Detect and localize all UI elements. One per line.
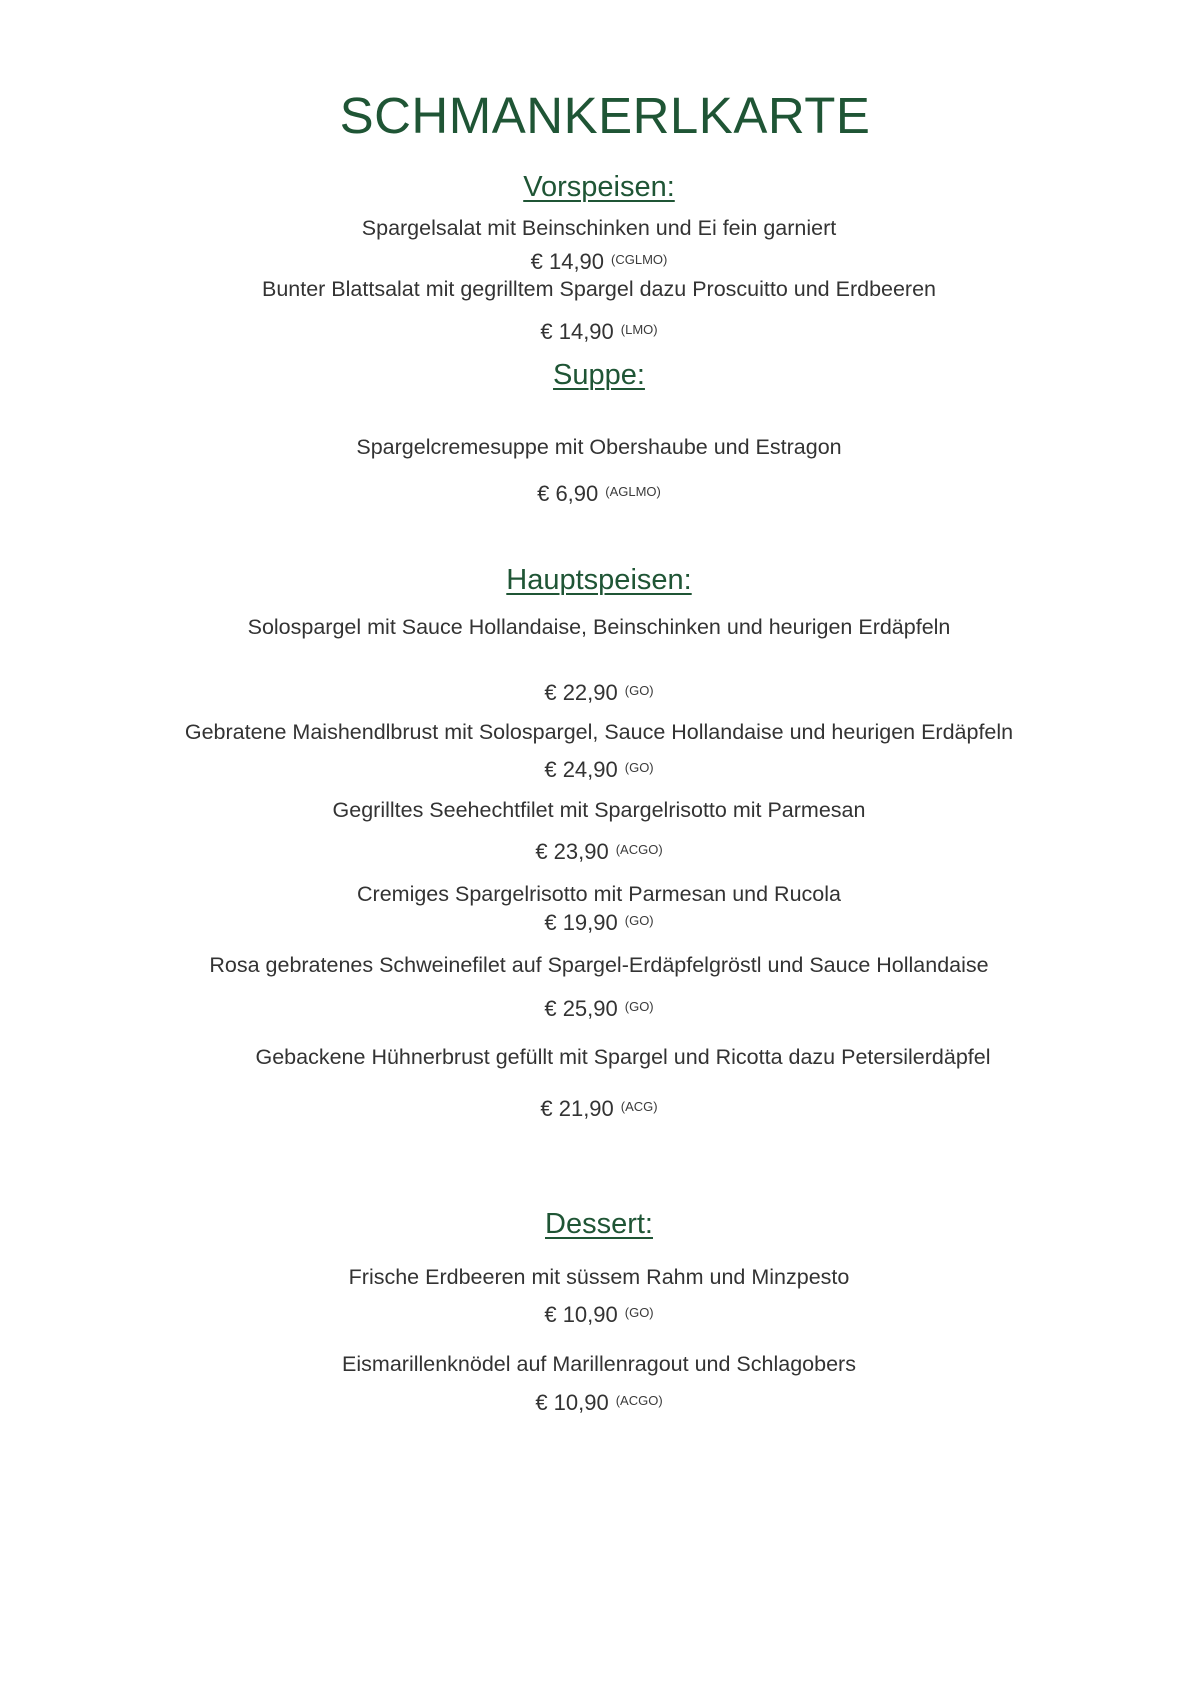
dish-name: Eismarillenknödel auf Marillenragout und Schlagobers [342, 1352, 856, 1376]
page-title: SCHMANKERLKARTE [339, 87, 871, 144]
allergen-codes: (GO) [624, 999, 654, 1014]
dish-price-line [0, 319, 1198, 345]
dish-price: € 19,90 [544, 910, 618, 935]
section-heading-hauptspeisen: Hauptspeisen: [506, 564, 692, 596]
dish-price-line [0, 481, 1198, 507]
dish-price: € 6,90 [537, 481, 599, 506]
dish-price: € 24,90 [544, 757, 618, 782]
section-heading-suppe: Suppe: [553, 359, 645, 391]
dish-price: € 14,90 [540, 319, 614, 344]
allergen-codes: (GO) [624, 913, 654, 928]
dish-name: Gebratene Maishendlbrust mit Solospargel, Sauce Hollandaise und heurigen Erdäpfeln [184, 720, 1014, 744]
dish-name: Gebackene Hühnerbrust gefüllt mit Spargel und Ricotta dazu Petersilerdäpfel [255, 1045, 991, 1069]
dish-price-line [0, 839, 1198, 865]
dish-price-line [0, 1390, 1198, 1416]
allergen-codes: (GO) [624, 683, 654, 698]
allergen-codes: (ACG) [620, 1099, 658, 1114]
dish-price: € 10,90 [535, 1390, 609, 1415]
dish-name: Cremiges Spargelrisotto mit Parmesan und Rucola [357, 882, 841, 906]
dish-price-line [0, 910, 1198, 936]
dish-price: € 21,90 [540, 1096, 614, 1121]
dish-name: Rosa gebratenes Schweinefilet auf Spargel-Erdäpfelgröstl und Sauce Hollandaise [209, 953, 989, 977]
dish-name: Spargelsalat mit Beinschinken und Ei fein garniert [361, 216, 837, 240]
dish-price: € 23,90 [535, 839, 609, 864]
dish-price: € 22,90 [544, 680, 618, 705]
allergen-codes: (ACGO) [615, 842, 663, 857]
dish-name: Frische Erdbeeren mit süssem Rahm und Minzpesto [348, 1265, 850, 1289]
allergen-codes: (LMO) [620, 322, 658, 337]
dish-price-line [0, 1302, 1198, 1328]
dish-price: € 25,90 [544, 996, 618, 1021]
dish-price-line [0, 996, 1198, 1022]
dish-price-line [0, 680, 1198, 706]
dish-name: Spargelcremesuppe mit Obershaube und Estragon [356, 435, 842, 459]
dish-price: € 14,90 [530, 249, 605, 274]
dish-price-line [0, 1096, 1198, 1122]
allergen-codes: (AGLMO) [605, 484, 661, 499]
allergen-codes: (GO) [624, 1305, 654, 1320]
dish-price: € 10,90 [544, 1302, 618, 1327]
section-heading-dessert: Dessert: [545, 1208, 653, 1240]
dish-name: Gegrilltes Seehechtfilet mit Spargelrisotto mit Parmesan [332, 798, 866, 822]
dish-name: Bunter Blattsalat mit gegrilltem Spargel dazu Proscuitto und Erdbeeren [261, 277, 937, 301]
allergen-codes: (ACGO) [615, 1393, 663, 1408]
allergen-codes: (CGLMO) [611, 252, 668, 267]
dish-price-line [0, 757, 1198, 783]
section-heading-vorspeisen: Vorspeisen: [523, 171, 675, 203]
dish-name: Solospargel mit Sauce Hollandaise, Beinschinken und heurigen Erdäpfeln [247, 615, 951, 639]
dish-price-line [0, 249, 1198, 275]
allergen-codes: (GO) [624, 760, 654, 775]
